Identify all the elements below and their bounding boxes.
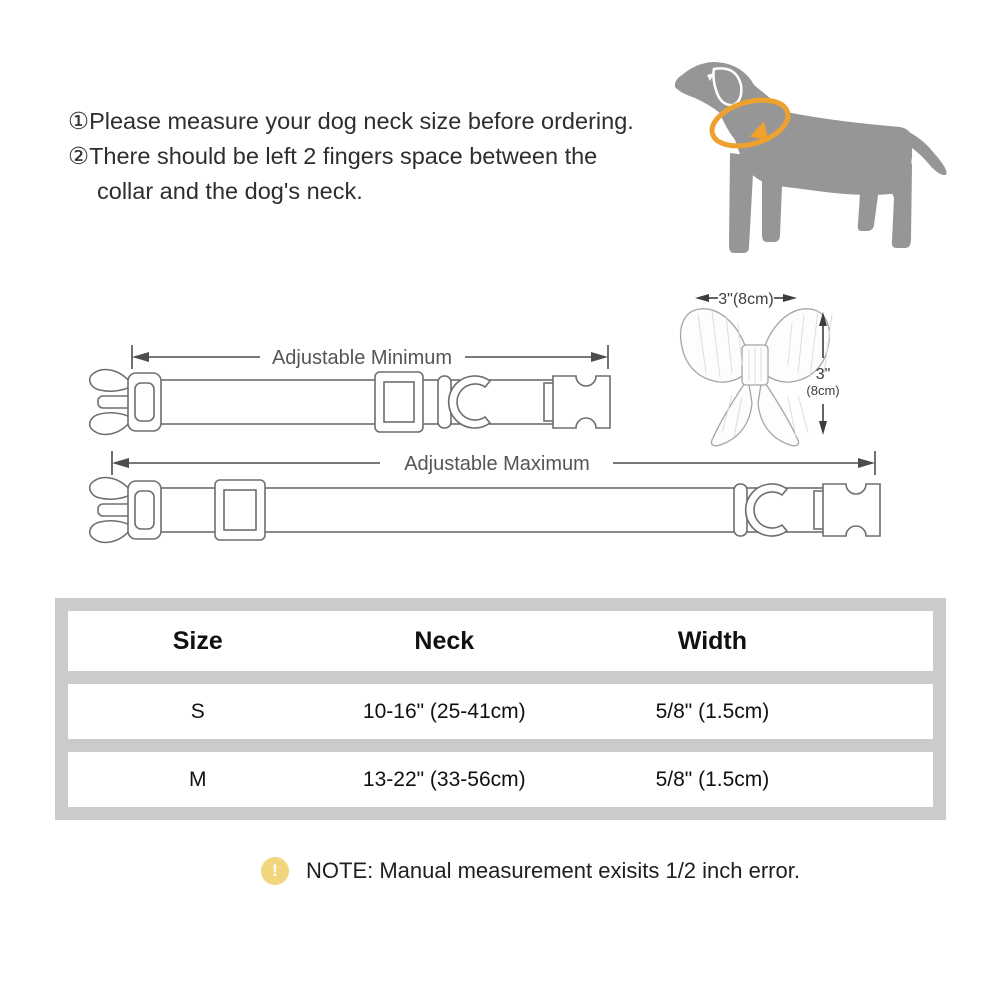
arrow-left-icon	[112, 458, 129, 468]
bow-height-label-top: 3"	[815, 366, 831, 383]
arrow-right-icon	[591, 352, 608, 362]
dog-silhouette	[650, 35, 970, 270]
arrow-right-icon	[858, 458, 875, 468]
measuring-instructions	[68, 104, 634, 209]
size-table	[55, 598, 946, 820]
cell-neck: 10-16" (25-41cm)	[362, 699, 526, 723]
header-width: Width	[677, 626, 748, 655]
arrow-left-icon	[132, 352, 149, 362]
instruction-line-3: collar and the dog's neck.	[97, 178, 363, 204]
collar-maximum-diagram	[80, 448, 880, 548]
header-neck: Neck	[414, 626, 475, 655]
cell-size: M	[189, 767, 207, 791]
table-row	[68, 752, 933, 807]
arrow-down-icon	[819, 421, 827, 435]
table-header-row	[68, 611, 933, 671]
bow-height-label-bottom: (8cm)	[806, 383, 840, 398]
exclamation-circle-icon: !	[261, 857, 289, 885]
cell-size: S	[190, 699, 205, 723]
note	[261, 857, 800, 885]
cell-neck: 13-22" (33-56cm)	[362, 767, 526, 791]
bow-dimension-figure	[670, 285, 860, 465]
maximum-label: Adjustable Maximum	[404, 453, 590, 475]
note-text: NOTE: Manual measurement exisits 1/2 inch error.	[306, 858, 800, 883]
cell-width: 5/8" (1.5cm)	[655, 699, 770, 723]
collar-drawing	[90, 370, 610, 435]
minimum-label: Adjustable Minimum	[271, 347, 453, 369]
instruction-line-1: ①Please measure your dog neck size before ordering.	[68, 108, 634, 134]
arrow-right-icon	[783, 294, 797, 302]
table-row	[68, 684, 933, 739]
cell-width: 5/8" (1.5cm)	[655, 767, 770, 791]
bow-width-label: 3"(8cm)	[718, 291, 774, 308]
header-size: Size	[172, 626, 223, 655]
instruction-line-2: ②There should be left 2 fingers space between the	[68, 143, 598, 169]
collar-drawing	[90, 478, 880, 543]
arrow-left-icon	[695, 294, 709, 302]
collar-minimum-diagram	[80, 340, 615, 440]
